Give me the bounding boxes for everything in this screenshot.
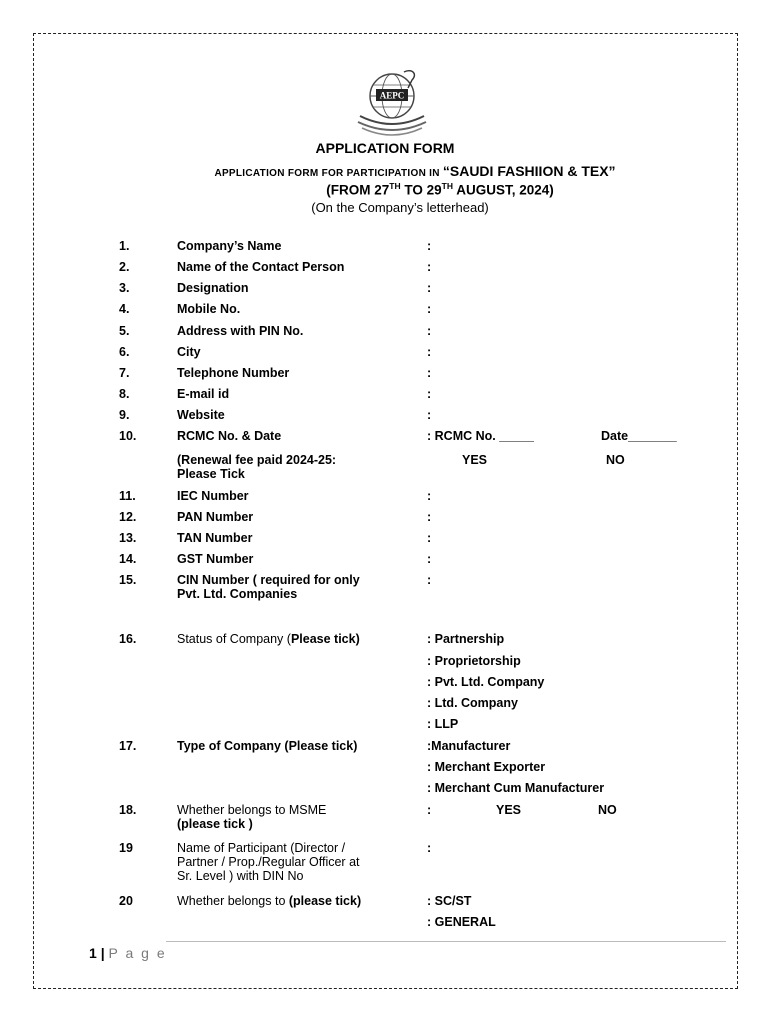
field-value[interactable]: : (427, 408, 432, 422)
option-label[interactable]: : Merchant Cum Manufacturer (427, 781, 605, 795)
field-value[interactable]: : (427, 387, 432, 401)
field-number: 19 (119, 841, 133, 855)
cin-label-line1: CIN Number ( required for only (177, 573, 360, 587)
field-label: Telephone Number (177, 366, 290, 380)
field-number: 6. (119, 345, 130, 359)
field-number: 8. (119, 387, 130, 401)
participant-label-line3: Sr. Level ) with DIN No (177, 869, 304, 883)
field-value[interactable]: : (427, 260, 432, 274)
field-label (177, 803, 417, 831)
field-label (177, 841, 417, 883)
field-number: 15. (119, 573, 137, 587)
field-value[interactable]: : (427, 841, 432, 855)
field-value[interactable]: : (427, 573, 432, 587)
form-title: APPLICATION FORM (315, 140, 455, 156)
msme-no-option[interactable]: NO (598, 803, 617, 817)
field-number: 16. (119, 632, 137, 646)
field-label: GST Number (177, 552, 254, 566)
field-number: 3. (119, 281, 130, 295)
field-label: Mobile No. (177, 302, 241, 316)
participant-label-line1: Name of Participant (Director / (177, 841, 346, 855)
page-footer (89, 945, 167, 961)
dates-sup-1: TH (389, 181, 401, 191)
msme-label: Whether belongs to MSME (177, 803, 327, 817)
field-number: 13. (119, 531, 137, 545)
field-separator: : (427, 803, 432, 817)
option-label[interactable]: : Pvt. Ltd. Company (427, 675, 545, 689)
letterhead-note: (On the Company’s letterhead) (311, 200, 489, 215)
dates-sup-2: TH (441, 181, 453, 191)
field-value[interactable]: : (427, 489, 432, 503)
status-label-bold: Please tick) (290, 632, 360, 646)
subtitle-small-text: APPLICATION FORM FOR PARTICIPATION IN (214, 168, 443, 179)
renewal-no-option[interactable]: NO (606, 453, 625, 467)
option-label[interactable]: : LLP (427, 717, 459, 731)
renewal-fee-label: (Renewal fee paid 2024-25: (177, 453, 337, 467)
field-value[interactable]: : (427, 302, 432, 316)
event-dates (0, 181, 770, 198)
field-label: E-mail id (177, 387, 230, 401)
event-name: “SAUDI FASHIION & TEX” (442, 163, 616, 179)
page-word: P a g e (108, 945, 167, 961)
field-value[interactable]: : (427, 324, 432, 338)
cin-label-line2: Pvt. Ltd. Companies (177, 587, 298, 601)
option-label[interactable]: : Ltd. Company (427, 696, 518, 710)
field-number: 10. (119, 429, 137, 443)
rcmc-date-field[interactable]: Date_______ (601, 429, 677, 443)
field-label (177, 632, 417, 646)
status-label: Status of Company ( (177, 632, 291, 646)
field-label: IEC Number (177, 489, 249, 503)
form-subtitle (0, 163, 770, 179)
msme-yes-option[interactable]: YES (496, 803, 522, 817)
category-label-bold: (please tick) (288, 894, 362, 908)
dates-part-b: TO 29 (400, 182, 442, 198)
rcmc-number-field[interactable]: : RCMC No. _____ (427, 429, 534, 443)
field-label: Designation (177, 281, 249, 295)
field-number: 17. (119, 739, 137, 753)
field-value[interactable]: : (427, 281, 432, 295)
field-value[interactable]: : (427, 366, 432, 380)
field-value[interactable]: : (427, 531, 432, 545)
field-label (177, 894, 417, 908)
field-number: 7. (119, 366, 130, 380)
option-label[interactable]: : Merchant Exporter (427, 760, 546, 774)
category-label: Whether belongs to (177, 894, 289, 908)
renewal-yes-option[interactable]: YES (462, 453, 488, 467)
dates-part-c: AUGUST, 2024) (452, 182, 554, 198)
field-value[interactable]: : (427, 552, 432, 566)
aepc-logo (354, 66, 430, 138)
field-number: 5. (119, 324, 130, 338)
page-number: 1 (89, 945, 97, 961)
field-number: 14. (119, 552, 137, 566)
option-label[interactable]: : Partnership (427, 632, 505, 646)
field-label (177, 453, 417, 481)
option-label[interactable]: : SC/ST (427, 894, 472, 908)
field-number: 1. (119, 239, 130, 253)
please-tick-label: Please Tick (177, 467, 245, 481)
field-number: 11. (119, 489, 136, 503)
field-number: 18. (119, 803, 137, 817)
option-label[interactable]: : Proprietorship (427, 654, 521, 668)
field-label (177, 573, 417, 601)
field-value[interactable]: : (427, 345, 432, 359)
field-label: RCMC No. & Date (177, 429, 282, 443)
option-label[interactable]: :Manufacturer (427, 739, 511, 753)
footer-divider (166, 941, 726, 942)
field-label: Type of Company (Please tick) (177, 739, 358, 753)
dates-part-a: (FROM 27 (326, 182, 390, 198)
field-number: 4. (119, 302, 130, 316)
field-value[interactable]: : (427, 510, 432, 524)
footer-separator: | (100, 945, 105, 961)
option-label[interactable]: : GENERAL (427, 915, 496, 929)
field-label: Website (177, 408, 225, 422)
field-number: 12. (119, 510, 137, 524)
participant-label-line2: Partner / Prop./Regular Officer at (177, 855, 360, 869)
field-label: PAN Number (177, 510, 254, 524)
field-number: 9. (119, 408, 130, 422)
field-number: 2. (119, 260, 130, 274)
field-label: TAN Number (177, 531, 253, 545)
field-label: Name of the Contact Person (177, 260, 345, 274)
field-label: Address with PIN No. (177, 324, 304, 338)
field-label: City (177, 345, 201, 359)
msme-tick-label: (please tick ) (177, 817, 253, 831)
field-value[interactable]: : (427, 239, 432, 253)
logo-text: AEPC (379, 90, 405, 101)
field-label: Company’s Name (177, 239, 282, 253)
field-number: 20 (119, 894, 133, 908)
